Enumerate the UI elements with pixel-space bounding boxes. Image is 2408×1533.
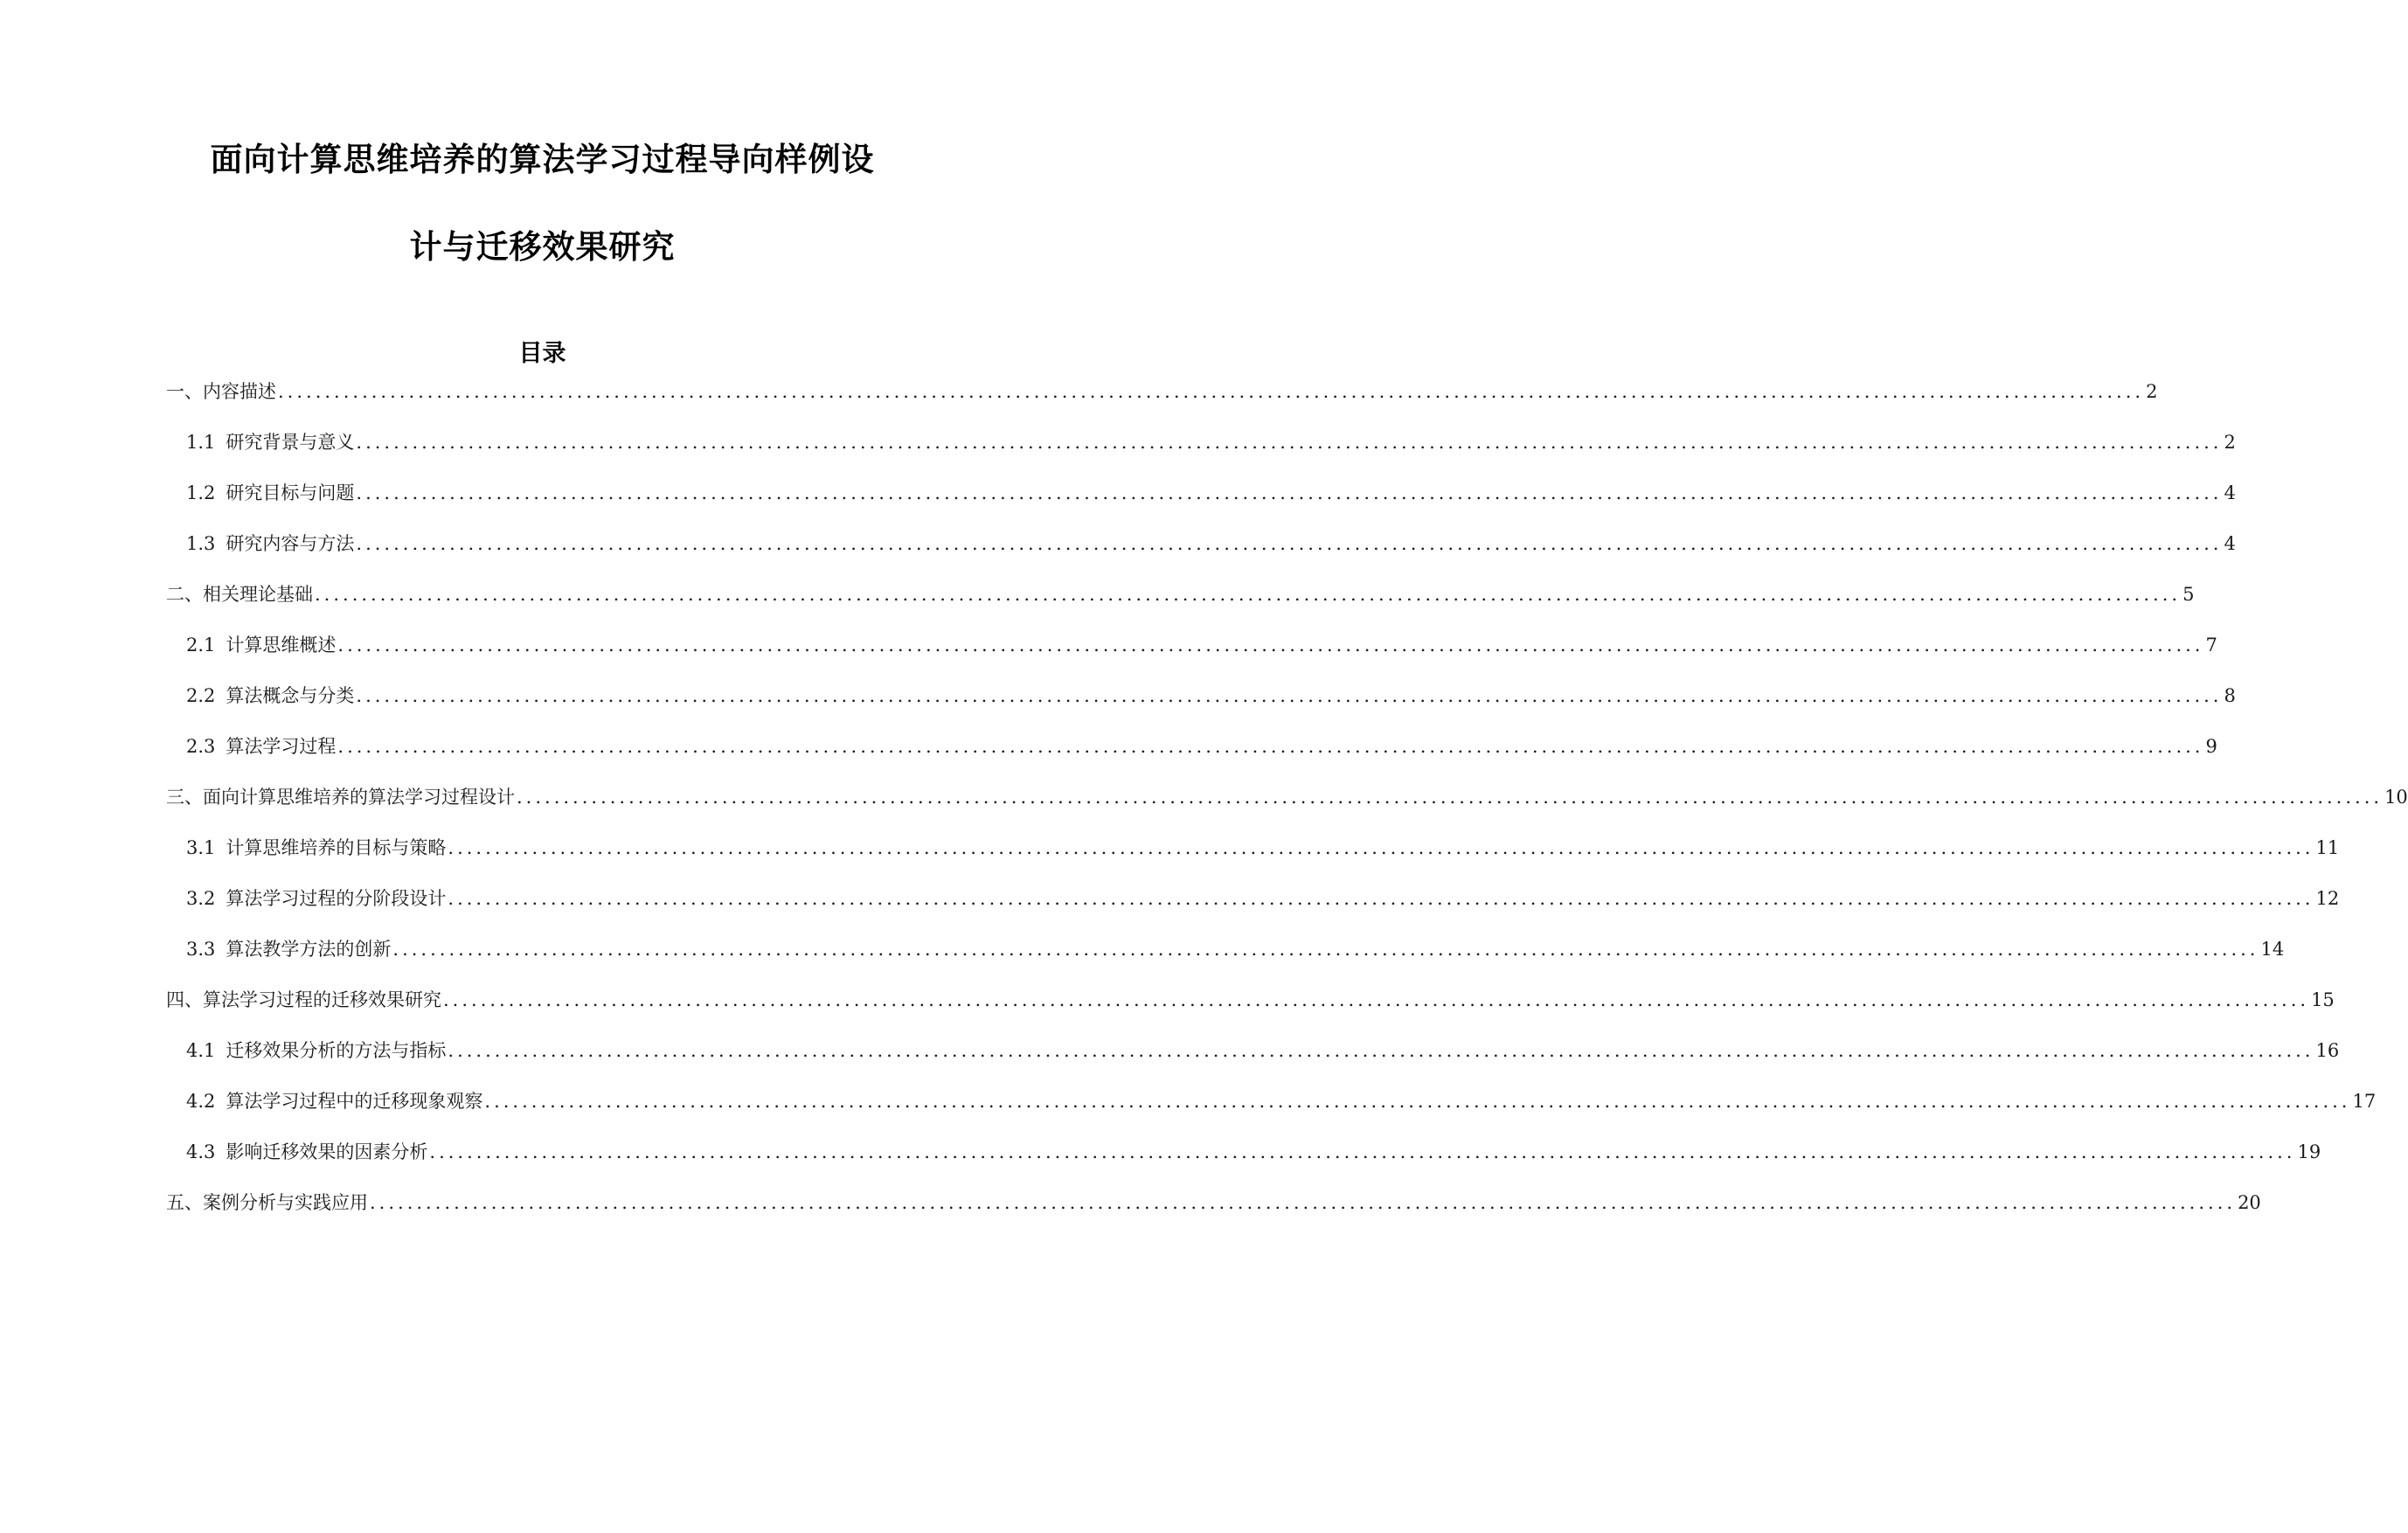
toc-entry-label: 一、内容描述 — [166, 381, 276, 402]
toc-dot-leader: ........................................................................................................................................................................................................ — [448, 837, 2314, 858]
toc-entry-page-number: 9 — [2205, 736, 2217, 757]
toc-entry-number: 2.2 — [186, 685, 216, 706]
toc-dot-leader: ........................................................................................................................................................................................................ — [517, 787, 2384, 808]
toc-entry-page-number: 2 — [2224, 432, 2236, 453]
toc-entry-page-number: 5 — [2182, 584, 2195, 605]
toc-entry-label: 四、算法学习过程的迁移效果研究 — [166, 989, 441, 1010]
toc-entry[interactable] — [186, 429, 2236, 455]
toc-dot-leader: ........................................................................................................................................................................................................ — [448, 888, 2314, 909]
toc-entry[interactable] — [186, 885, 2340, 912]
toc-dot-leader: ........................................................................................................................................................................................................ — [315, 584, 2182, 605]
toc-entry[interactable] — [186, 683, 2236, 709]
toc-entry-page-number: 8 — [2224, 685, 2236, 706]
toc-dot-leader: ........................................................................................................................................................................................................ — [337, 635, 2204, 656]
toc-entry-number: 1.2 — [186, 482, 216, 503]
toc-entry-page-number: 2 — [2146, 381, 2158, 402]
toc-entry-number: 2.3 — [186, 736, 216, 757]
toc-dot-leader: ........................................................................................................................................................................................................ — [337, 736, 2204, 757]
toc-dot-leader: ........................................................................................................................................................................................................ — [392, 939, 2259, 960]
toc-entry-number: 1.3 — [186, 533, 216, 554]
toc-entry-label: 算法学习过程 — [226, 736, 337, 757]
toc-dot-leader: ........................................................................................................................................................................................................ — [356, 685, 2223, 706]
document-title-line-1: 面向计算思维培养的算法学习过程导向样例设 — [210, 141, 875, 178]
toc-entry-label: 二、相关理论基础 — [166, 584, 313, 605]
toc-entry-label: 算法概念与分类 — [226, 685, 355, 706]
toc-entry-page-number: 11 — [2315, 837, 2340, 858]
toc-entry-number: 4.3 — [186, 1141, 216, 1162]
toc-entry-label: 研究背景与意义 — [226, 432, 355, 453]
toc-entry-label: 五、案例分析与实践应用 — [166, 1192, 368, 1213]
toc-entry-number: 4.1 — [186, 1040, 216, 1061]
toc-entry-page-number: 7 — [2205, 635, 2217, 656]
toc-entry-page-number: 19 — [2297, 1141, 2321, 1162]
toc-entry-page-number: 4 — [2224, 533, 2236, 554]
toc-entry[interactable] — [186, 1088, 2377, 1114]
toc-entry[interactable] — [186, 835, 2340, 861]
toc-entry-label: 迁移效果分析的方法与指标 — [226, 1040, 447, 1061]
toc-entry-page-number: 10 — [2384, 787, 2408, 808]
toc-entry-label: 三、面向计算思维培养的算法学习过程设计 — [166, 787, 515, 808]
toc-entry-number: 4.2 — [186, 1091, 216, 1112]
toc-dot-leader: ........................................................................................................................................................................................................ — [356, 432, 2223, 453]
toc-entry-label: 算法学习过程中的迁移现象观察 — [226, 1091, 483, 1112]
toc-entry-page-number: 17 — [2352, 1091, 2377, 1112]
toc-entry-number: 3.1 — [186, 837, 216, 858]
toc-entry[interactable] — [186, 936, 2285, 962]
toc-entry[interactable] — [186, 733, 2217, 760]
toc-entry-page-number: 16 — [2315, 1040, 2340, 1061]
toc-heading: 目录 — [518, 340, 566, 367]
toc-entry-page-number: 4 — [2224, 482, 2236, 503]
toc-dot-leader: ........................................................................................................................................................................................................ — [429, 1141, 2296, 1162]
toc-dot-leader: ........................................................................................................................................................................................................ — [278, 381, 2145, 402]
toc-entry-label: 算法学习过程的分阶段设计 — [226, 888, 447, 909]
toc-entry[interactable] — [186, 1037, 2340, 1064]
toc-entry-page-number: 12 — [2315, 888, 2340, 909]
document-title-line-2: 计与迁移效果研究 — [409, 228, 676, 266]
toc-entry[interactable] — [166, 378, 2158, 405]
toc-dot-leader: ........................................................................................................................................................................................................ — [370, 1192, 2237, 1213]
toc-entry-label: 研究目标与问题 — [226, 482, 355, 503]
toc-dot-leader: ........................................................................................................................................................................................................ — [443, 989, 2310, 1010]
toc-dot-leader: ........................................................................................................................................................................................................ — [448, 1040, 2314, 1061]
toc-entry[interactable] — [166, 1190, 2261, 1216]
toc-entry-label: 计算思维概述 — [226, 635, 337, 656]
toc-entry[interactable] — [186, 531, 2236, 557]
toc-entry-number: 1.1 — [186, 432, 216, 453]
toc-entry-number: 3.2 — [186, 888, 216, 909]
toc-entry-page-number: 14 — [2260, 939, 2285, 960]
toc-entry-page-number: 15 — [2311, 989, 2335, 1010]
toc-dot-leader: ........................................................................................................................................................................................................ — [356, 482, 2223, 503]
toc-entry[interactable] — [186, 1139, 2321, 1165]
toc-dot-leader: ........................................................................................................................................................................................................ — [484, 1091, 2351, 1112]
toc-entry-number: 3.3 — [186, 939, 216, 960]
toc-dot-leader: ........................................................................................................................................................................................................ — [356, 533, 2223, 554]
toc-entry-label: 计算思维培养的目标与策略 — [226, 837, 447, 858]
toc-entry-label: 研究内容与方法 — [226, 533, 355, 554]
toc-entry-label: 算法教学方法的创新 — [226, 939, 392, 960]
toc-entry[interactable] — [186, 480, 2236, 506]
toc-entry-label: 影响迁移效果的因素分析 — [226, 1141, 428, 1162]
toc-entry[interactable] — [166, 987, 2335, 1013]
toc-entry[interactable] — [166, 581, 2195, 607]
toc-entry-number: 2.1 — [186, 635, 216, 656]
toc-entry[interactable] — [166, 784, 2408, 810]
toc-entry[interactable] — [186, 632, 2217, 658]
toc-entry-page-number: 20 — [2238, 1192, 2261, 1213]
